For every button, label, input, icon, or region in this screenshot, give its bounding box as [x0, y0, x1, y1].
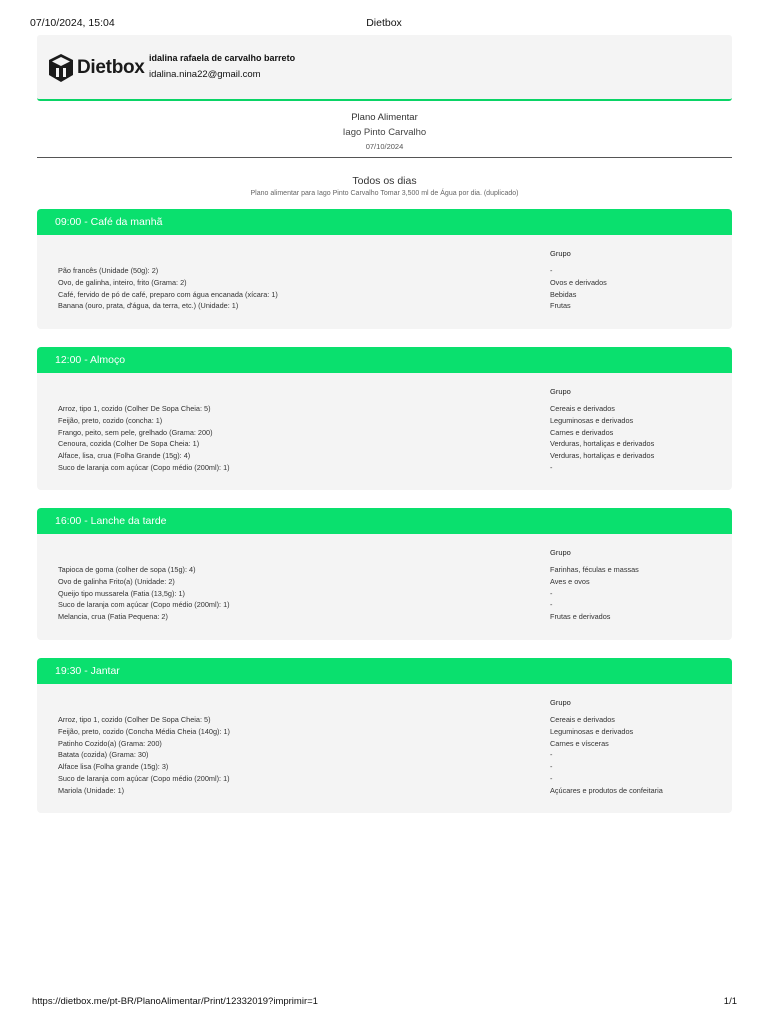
day-header — [37, 175, 732, 197]
meal-card-breakfast — [37, 209, 732, 329]
food-group: Leguminosas e derivados — [550, 415, 634, 425]
page-url[interactable]: https://dietbox.me/pt-BR/PlanoAlimentar/Print/12332019?imprimir=1 — [32, 996, 318, 1007]
food-list — [58, 565, 732, 624]
food-list — [58, 266, 732, 313]
list-item — [58, 278, 732, 290]
food-group: Açúcares e produtos de confeitaria — [550, 785, 663, 795]
food-group: Verduras, hortaliças e derivados — [550, 439, 655, 449]
user-email: idalina.nina22@gmail.com — [149, 69, 261, 80]
food-group: Carnes e vísceras — [550, 738, 609, 748]
food-item: Patinho Cozido(a) (Grama: 200) — [58, 738, 162, 748]
meal-title: 19:30 - Jantar — [37, 658, 732, 684]
food-item: Alface lisa (Folha grande (15g): 3) — [58, 762, 169, 772]
food-item: Suco de laranja com açúcar (Copo médio (200ml): 1) — [58, 773, 230, 783]
group-column-header: Grupo — [550, 698, 571, 707]
food-group: Cereais e derivados — [550, 404, 615, 413]
food-group: Bebidas — [550, 289, 577, 299]
food-item: Suco de laranja com açúcar (Copo médio (200ml): 1) — [58, 600, 230, 610]
food-group: - — [550, 762, 553, 772]
food-group: - — [550, 588, 553, 598]
page-number: 1/1 — [723, 996, 737, 1007]
food-group: Verduras, hortaliças e derivados — [550, 451, 655, 461]
food-item: Feijão, preto, cozido (Concha Média Cheia (140g): 1) — [58, 726, 230, 736]
food-item: Frango, peito, sem pele, grelhado (Grama: 200) — [58, 427, 213, 437]
list-item — [58, 786, 732, 798]
food-group: Frutas e derivados — [550, 612, 611, 622]
food-item: Melancia, crua (Fatia Pequena: 2) — [58, 612, 168, 622]
food-item: Pão francês (Unidade (50g): 2) — [58, 266, 159, 275]
profile-card — [37, 35, 732, 101]
print-timestamp: 07/10/2024, 15:04 — [30, 17, 115, 29]
meal-card-lunch — [37, 347, 732, 490]
food-item: Arroz, tipo 1, cozido (Colher De Sopa Cheia: 5) — [58, 404, 211, 413]
list-item — [58, 463, 732, 475]
food-item: Queijo tipo mussarela (Fatia (13,5g): 1) — [58, 588, 185, 598]
food-group: - — [550, 266, 553, 275]
list-item — [58, 439, 732, 451]
list-item — [58, 565, 732, 577]
list-item — [58, 301, 732, 313]
food-item: Batata (cozida) (Grama: 30) — [58, 750, 149, 760]
list-item — [58, 266, 732, 278]
food-group: Aves e ovos — [550, 576, 590, 586]
list-item — [58, 404, 732, 416]
divider — [37, 157, 732, 158]
list-item — [58, 600, 732, 612]
food-list — [58, 404, 732, 475]
plan-date: 07/10/2024 — [365, 142, 404, 151]
brand-name: Dietbox — [77, 57, 145, 78]
group-column-header: Grupo — [550, 387, 571, 396]
food-group: Frutas — [550, 301, 571, 311]
meal-title: 16:00 - Lanche da tarde — [37, 508, 732, 534]
list-item — [58, 589, 732, 601]
food-group: Cereais e derivados — [550, 715, 615, 724]
food-group: Carnes e derivados — [550, 427, 614, 437]
list-item — [58, 612, 732, 624]
food-group: - — [550, 750, 553, 760]
list-item — [58, 416, 732, 428]
list-item — [58, 750, 732, 762]
plan-title: Plano Alimentar — [351, 112, 418, 123]
food-item: Arroz, tipo 1, cozido (Colher De Sopa Cheia: 5) — [58, 715, 211, 724]
list-item — [58, 739, 732, 751]
plan-header — [37, 110, 732, 151]
food-group: - — [550, 600, 553, 610]
user-name: idalina rafaela de carvalho barreto — [149, 53, 296, 63]
food-group: Ovos e derivados — [550, 277, 607, 287]
day-title: Todos os dias — [352, 175, 417, 187]
food-item: Café, fervido de pó de café, preparo com água encanada (xícara: 1) — [58, 289, 278, 299]
food-item: Feijão, preto, cozido (concha: 1) — [58, 415, 163, 425]
food-group: - — [550, 462, 553, 472]
food-item: Suco de laranja com açúcar (Copo médio (200ml): 1) — [58, 462, 230, 472]
print-title: Dietbox — [366, 17, 402, 29]
food-group: - — [550, 773, 553, 783]
food-item: Alface, lisa, crua (Folha Grande (15g): 4) — [58, 451, 191, 461]
food-item: Tapioca de goma (colher de sopa (15g): 4) — [58, 565, 196, 574]
food-item: Mariola (Unidade: 1) — [58, 785, 125, 795]
list-item — [58, 727, 732, 739]
food-list — [58, 715, 732, 798]
list-item — [58, 290, 732, 302]
food-item: Cenoura, cozida (Colher De Sopa Cheia: 1) — [58, 439, 200, 449]
list-item — [58, 715, 732, 727]
patient-name: Iago Pinto Carvalho — [342, 127, 427, 138]
list-item — [58, 451, 732, 463]
print-header — [0, 17, 768, 31]
food-item: Ovo, de galinha, inteiro, frito (Grama: 2) — [58, 277, 187, 287]
meal-card-afternoon-snack — [37, 508, 732, 640]
food-item: Ovo de galinha Frito(a) (Unidade: 2) — [58, 576, 175, 586]
dietbox-logo — [48, 53, 145, 83]
list-item — [58, 774, 732, 786]
list-item — [58, 428, 732, 440]
food-group: Farinhas, féculas e massas — [550, 565, 639, 574]
food-item: Banana (ouro, prata, d'água, da terra, etc.) (Unidade: 1) — [58, 301, 239, 311]
food-group: Leguminosas e derivados — [550, 726, 634, 736]
group-column-header: Grupo — [550, 249, 571, 258]
list-item — [58, 762, 732, 774]
day-description: Plano alimentar para Iago Pinto Carvalho Tomar 3,500 ml de Água por dia. (duplicado) — [250, 190, 519, 197]
dietbox-box-icon — [48, 53, 74, 83]
group-column-header: Grupo — [550, 548, 571, 557]
meal-card-dinner — [37, 658, 732, 813]
meal-title: 12:00 - Almoço — [37, 347, 732, 373]
list-item — [58, 577, 732, 589]
meal-title: 09:00 - Café da manhã — [37, 209, 732, 235]
